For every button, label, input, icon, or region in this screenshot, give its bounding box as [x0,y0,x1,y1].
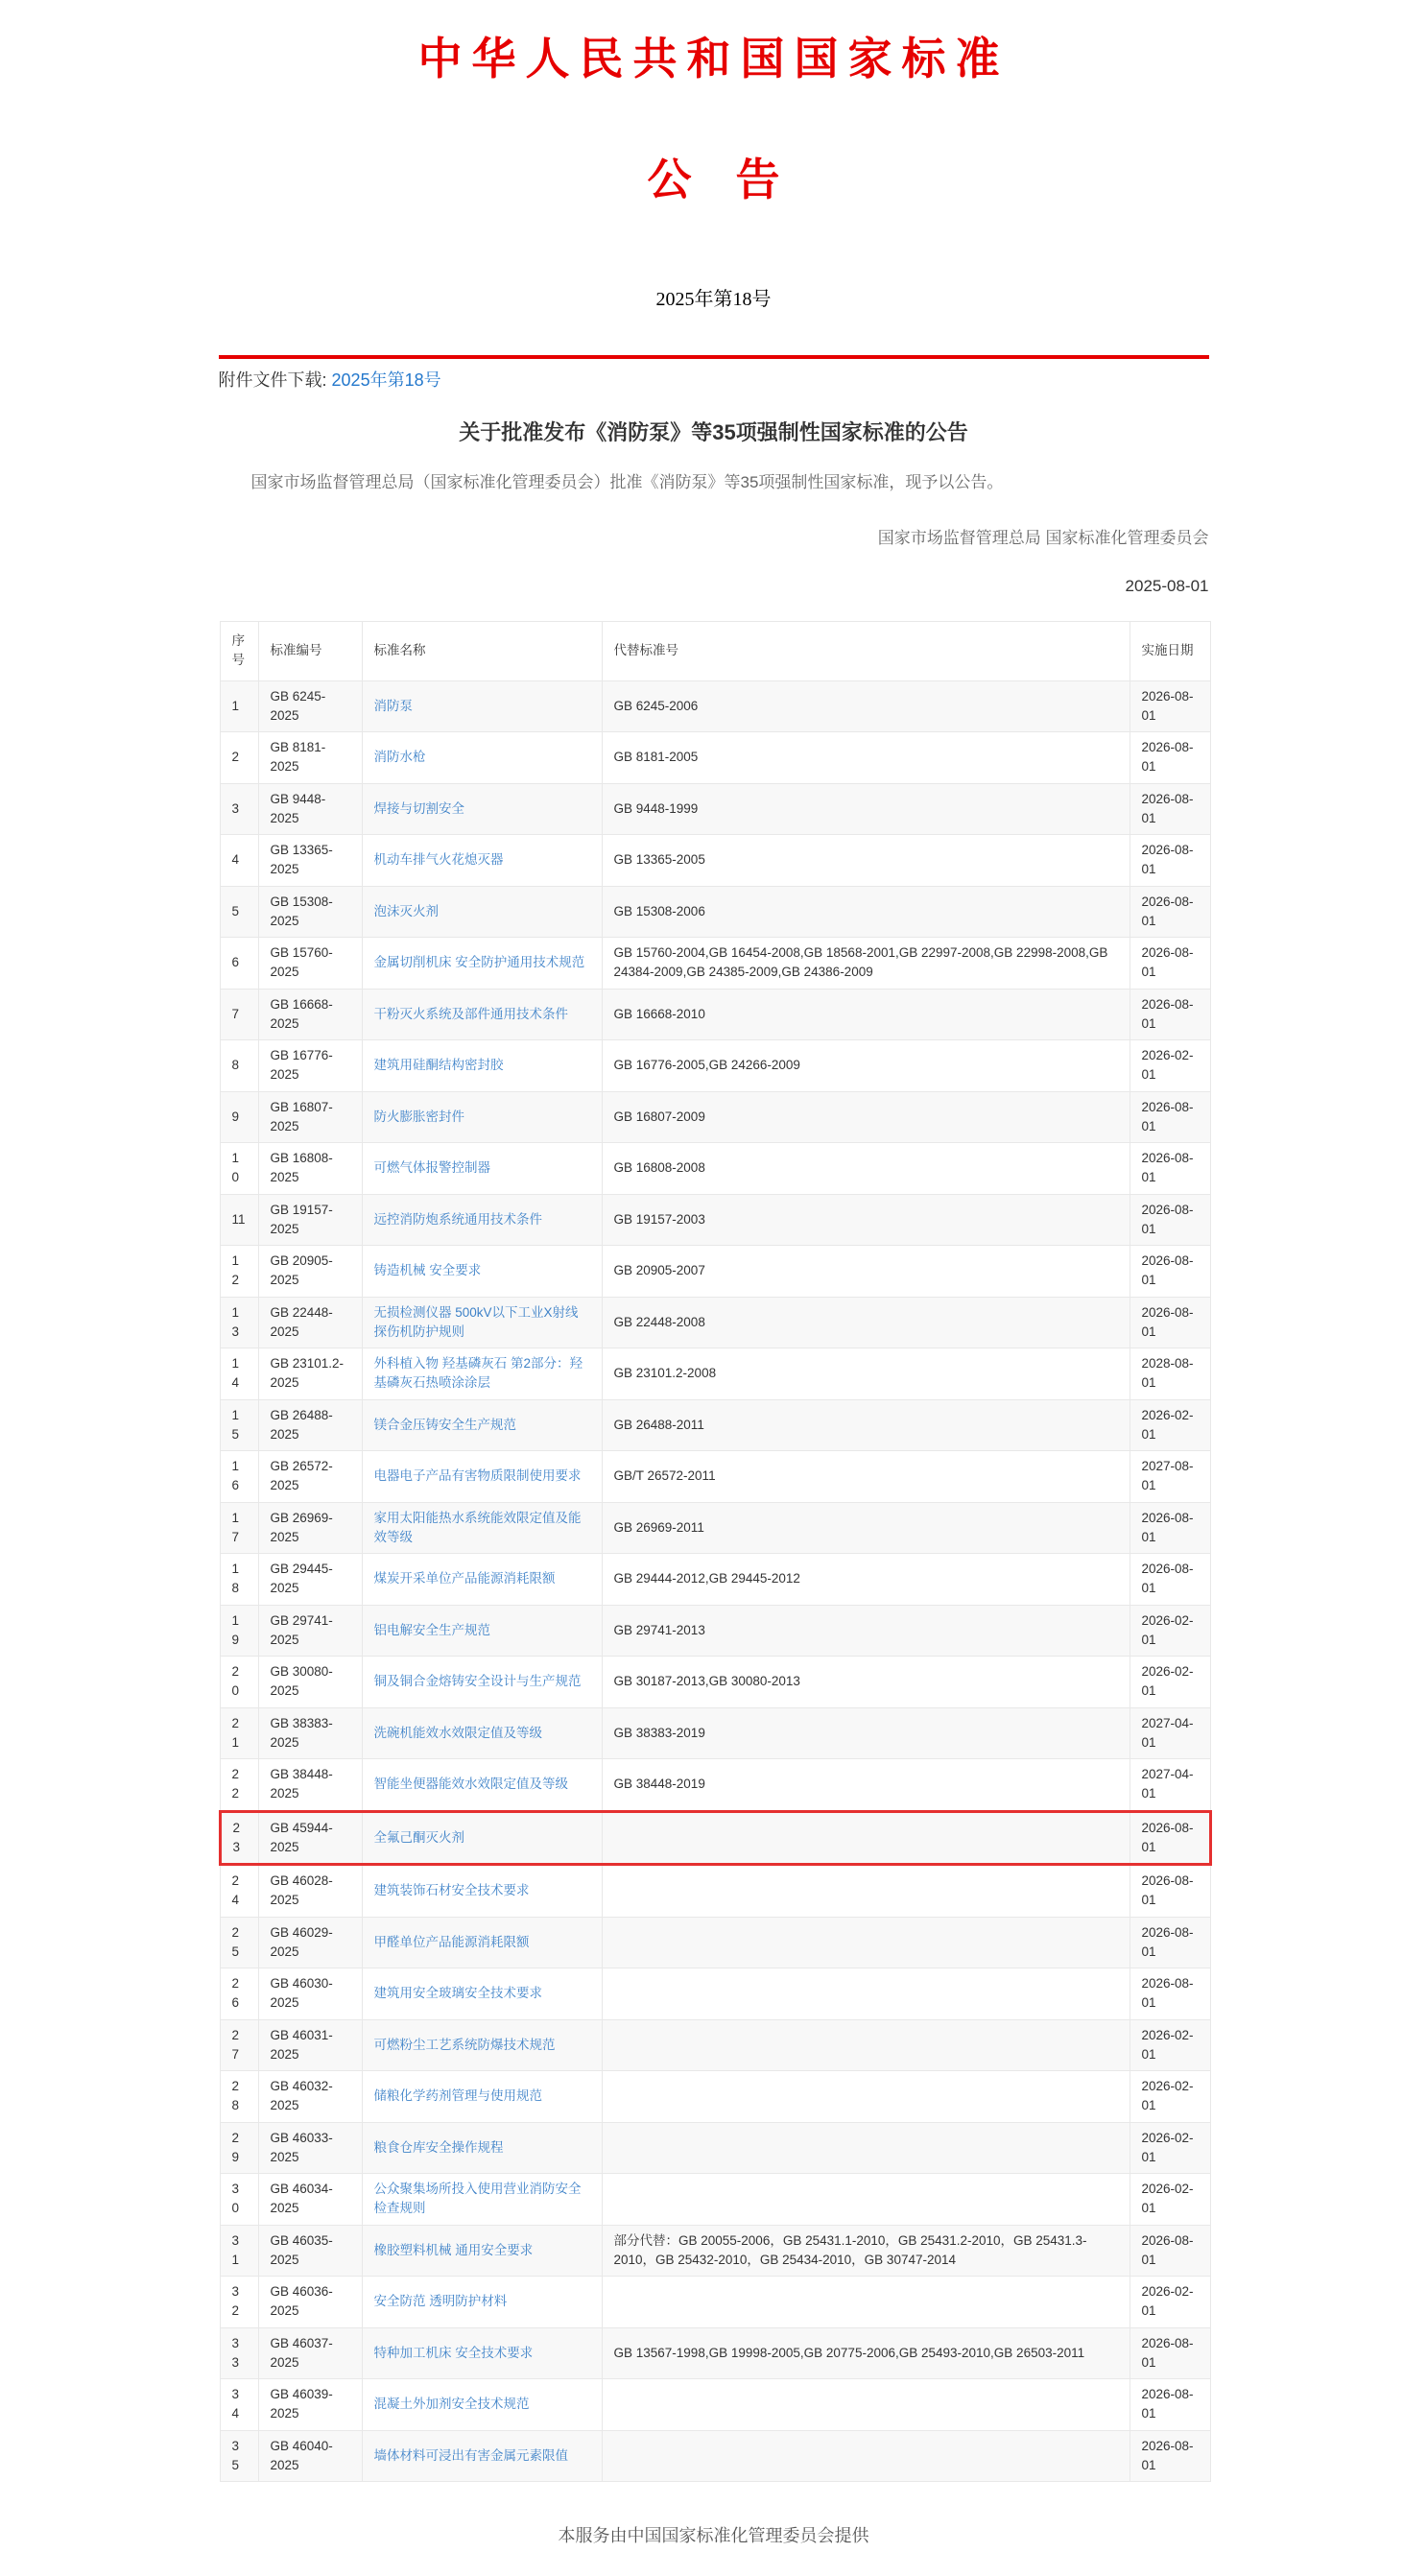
cell-replaces: GB 15760-2004,GB 16454-2008,GB 18568-2001,GB 22997-2008,GB 22998-2008,GB 24384-2009,GB 24385-2009,GB 24386-2009 [602,938,1130,990]
cell-name [362,1143,602,1195]
cell-no: 34 [220,2379,258,2431]
cell-no: 20 [220,1657,258,1708]
standard-name-link[interactable]: 远控消防炮系统通用技术条件 [373,1211,542,1227]
cell-replaces: GB 16776-2005,GB 24266-2009 [602,1040,1130,1092]
table-row [220,2225,1210,2277]
table-row [220,1502,1210,1554]
cell-replaces [602,2122,1130,2174]
cell-name [362,2122,602,2174]
standard-name-link[interactable]: 焊接与切割安全 [373,800,464,816]
cell-code: GB 29741-2025 [258,1605,362,1657]
cell-replaces [602,2277,1130,2328]
table-row [220,783,1210,835]
cell-replaces [602,2174,1130,2226]
table-row [220,1968,1210,2020]
table-row [220,2277,1210,2328]
cell-date: 2026-08-01 [1130,1554,1210,1606]
standard-name-link[interactable]: 甲醛单位产品能源消耗限额 [373,1934,530,1949]
cell-date: 2026-08-01 [1130,1811,1210,1865]
document-page [219,24,1209,2547]
cell-name [362,1091,602,1143]
cell-date: 2028-08-01 [1130,1348,1210,1400]
cell-code: GB 15308-2025 [258,886,362,938]
cell-no: 19 [220,1605,258,1657]
standard-name-link[interactable]: 泡沫灭火剂 [373,903,439,918]
table-row [220,1759,1210,1812]
table-row [220,1707,1210,1759]
cell-date: 2026-08-01 [1130,783,1210,835]
column-header-4: 实施日期 [1130,622,1210,681]
cell-replaces: GB 13365-2005 [602,835,1130,887]
cell-no: 35 [220,2430,258,2482]
page-subtitle: 公 告 [647,155,780,204]
standard-name-link[interactable]: 铝电解安全生产规范 [373,1622,490,1637]
cell-replaces: GB 29444-2012,GB 29445-2012 [602,1554,1130,1606]
cell-no: 30 [220,2174,258,2226]
standard-name-link[interactable]: 镁合金压铸安全生产规范 [373,1417,516,1432]
cell-code: GB 46032-2025 [258,2071,362,2123]
cell-replaces: 部分代替：GB 20055-2006，GB 25431.1-2010，GB 25431.2-2010，GB 25431.3-2010，GB 25432-2010，GB 25434-2010，GB 30747-2014 [602,2225,1130,2277]
cell-name [362,1040,602,1092]
cell-name [362,2174,602,2226]
cell-no: 27 [220,2019,258,2071]
table-row [220,1865,1210,1918]
cell-date: 2026-02-01 [1130,2071,1210,2123]
cell-code: GB 26969-2025 [258,1502,362,1554]
cell-name [362,2277,602,2328]
cell-date: 2026-02-01 [1130,1399,1210,1451]
cell-date: 2027-04-01 [1130,1707,1210,1759]
cell-name [362,989,602,1040]
cell-date: 2026-08-01 [1130,1865,1210,1918]
cell-no: 24 [220,1865,258,1918]
standard-name-link[interactable]: 消防泵 [373,698,413,713]
cell-replaces: GB 9448-1999 [602,783,1130,835]
table-row [220,2122,1210,2174]
standard-name-link[interactable]: 可燃气体报警控制器 [373,1160,490,1176]
cell-code: GB 46029-2025 [258,1917,362,1968]
cell-code: GB 46030-2025 [258,1968,362,2020]
cell-replaces: GB 26969-2011 [602,1502,1130,1554]
cell-no: 1 [220,680,258,732]
cell-code: GB 46028-2025 [258,1865,362,1918]
cell-name [362,732,602,784]
cell-name [362,1502,602,1554]
standard-name-link[interactable]: 干粉灭火系统及部件通用技术条件 [373,1006,568,1021]
cell-replaces [602,2379,1130,2431]
cell-no: 32 [220,2277,258,2328]
table-row [220,1297,1210,1348]
cell-date: 2026-08-01 [1130,2379,1210,2431]
cell-name [362,1297,602,1348]
standard-name-link[interactable]: 外科植入物 羟基磷灰石 第2部分：羟基磷灰石热喷涂涂层 [373,1356,583,1391]
table-row [220,1091,1210,1143]
table-row [220,2327,1210,2379]
cell-code: GB 13365-2025 [258,835,362,887]
cell-date: 2026-08-01 [1130,886,1210,938]
cell-no: 28 [220,2071,258,2123]
cell-replaces [602,1917,1130,1968]
standard-name-link[interactable]: 建筑装饰石材安全技术要求 [373,1883,530,1898]
cell-no: 18 [220,1554,258,1606]
cell-name [362,2019,602,2071]
cell-code: GB 22448-2025 [258,1297,362,1348]
table-row [220,989,1210,1040]
cell-name [362,1194,602,1246]
cell-no: 13 [220,1297,258,1348]
cell-date: 2026-08-01 [1130,1143,1210,1195]
standard-name-link[interactable]: 消防水枪 [373,750,426,765]
cell-name [362,2225,602,2277]
cell-name [362,2327,602,2379]
attachment-download-link[interactable]: 2025年第18号 [331,370,441,390]
cell-replaces: GB/T 26572-2011 [602,1451,1130,1503]
cell-date: 2026-08-01 [1130,989,1210,1040]
cell-date: 2026-08-01 [1130,2430,1210,2482]
standard-name-link[interactable]: 金属切削机床 安全防护通用技术规范 [373,955,585,970]
cell-code: GB 16808-2025 [258,1143,362,1195]
cell-replaces [602,2019,1130,2071]
cell-replaces: GB 6245-2006 [602,680,1130,732]
cell-name [362,680,602,732]
table-row [220,2019,1210,2071]
cell-no: 4 [220,835,258,887]
table-row [220,1348,1210,1400]
cell-replaces: GB 15308-2006 [602,886,1130,938]
cell-date: 2026-08-01 [1130,1091,1210,1143]
service-footer: 本服务由中国国家标准化管理委员会提供 [558,2526,869,2546]
cell-replaces: GB 38383-2019 [602,1707,1130,1759]
cell-no: 6 [220,938,258,990]
table-row [220,2379,1210,2431]
cell-name [362,1554,602,1606]
cell-code: GB 46031-2025 [258,2019,362,2071]
cell-replaces: GB 23101.2-2008 [602,1348,1130,1400]
table-row [220,680,1210,732]
cell-replaces: GB 26488-2011 [602,1399,1130,1451]
cell-date: 2026-08-01 [1130,1502,1210,1554]
cell-code: GB 45944-2025 [258,1811,362,1865]
cell-no: 14 [220,1348,258,1400]
cell-name [362,1605,602,1657]
standard-name-link[interactable]: 建筑用安全玻璃安全技术要求 [373,1986,542,2001]
table-row [220,1143,1210,1195]
cell-date: 2026-02-01 [1130,1040,1210,1092]
cell-code: GB 38383-2025 [258,1707,362,1759]
standard-name-link[interactable]: 电器电子产品有害物质限制使用要求 [373,1468,582,1484]
table-header-row [220,622,1210,681]
table-row [220,1657,1210,1708]
cell-date: 2027-08-01 [1130,1451,1210,1503]
cell-code: GB 8181-2025 [258,732,362,784]
cell-no: 31 [220,2225,258,2277]
cell-code: GB 26572-2025 [258,1451,362,1503]
cell-name [362,2430,602,2482]
standard-name-link[interactable]: 可燃粉尘工艺系统防爆技术规范 [373,2037,556,2052]
standard-name-link[interactable]: 安全防范 透明防护材料 [373,2294,508,2309]
cell-name [362,1451,602,1503]
page-title: 中华人民共和国国家标准 [417,35,1010,83]
cell-no: 10 [220,1143,258,1195]
cell-code: GB 6245-2025 [258,680,362,732]
cell-no: 11 [220,1194,258,1246]
cell-date: 2026-02-01 [1130,1657,1210,1708]
table-row [220,938,1210,990]
table-row [220,2174,1210,2226]
cell-code: GB 46033-2025 [258,2122,362,2174]
attachment-label: 附件文件下载: [218,370,327,390]
cell-date: 2026-02-01 [1130,2174,1210,2226]
cell-replaces [602,1811,1130,1865]
cell-code: GB 16668-2025 [258,989,362,1040]
table-row-highlighted [220,1811,1210,1865]
cell-replaces: GB 22448-2008 [602,1297,1130,1348]
cell-replaces [602,2430,1130,2482]
cell-code: GB 9448-2025 [258,783,362,835]
cell-name [362,1759,602,1812]
cell-no: 26 [220,1968,258,2020]
table-body [220,680,1210,2482]
cell-date: 2026-08-01 [1130,2327,1210,2379]
cell-code: GB 46037-2025 [258,2327,362,2379]
table-row [220,1399,1210,1451]
cell-replaces: GB 20905-2007 [602,1246,1130,1298]
cell-no: 2 [220,732,258,784]
cell-replaces [602,1865,1130,1918]
cell-code: GB 30080-2025 [258,1657,362,1708]
cell-replaces: GB 19157-2003 [602,1194,1130,1246]
cell-code: GB 16807-2025 [258,1091,362,1143]
cell-no: 33 [220,2327,258,2379]
cell-no: 8 [220,1040,258,1092]
column-header-0: 序号 [220,622,258,681]
cell-date: 2026-08-01 [1130,732,1210,784]
cell-replaces: GB 38448-2019 [602,1759,1130,1812]
standard-name-link[interactable]: 储粮化学药剂管理与使用规范 [373,2088,542,2104]
standard-name-link[interactable]: 公众聚集场所投入使用营业消防安全检查规则 [373,2182,582,2216]
column-header-1: 标准编号 [258,622,362,681]
cell-code: GB 19157-2025 [258,1194,362,1246]
cell-replaces: GB 8181-2005 [602,732,1130,784]
cell-name [362,1865,602,1918]
attachment-line [219,367,1209,392]
cell-replaces: GB 16808-2008 [602,1143,1130,1195]
table-row [220,1917,1210,1968]
standard-name-link[interactable]: 粮食仓库安全操作规程 [373,2139,504,2155]
cell-name [362,2379,602,2431]
cell-name [362,835,602,887]
column-header-3: 代替标准号 [602,622,1130,681]
standard-name-link[interactable]: 橡胶塑料机械 通用安全要求 [373,2242,534,2257]
cell-replaces [602,1968,1130,2020]
cell-date: 2026-08-01 [1130,1246,1210,1298]
cell-date: 2026-08-01 [1130,2225,1210,2277]
cell-date: 2026-08-01 [1130,1968,1210,2020]
cell-replaces: GB 16807-2009 [602,1091,1130,1143]
notice-body: 国家市场监督管理总局（国家标准化管理委员会）批准《消防泵》等35项强制性国家标准，现予以公告。 [250,473,1004,491]
cell-code: GB 46040-2025 [258,2430,362,2482]
standard-name-link[interactable]: 煤炭开采单位产品能源消耗限额 [373,1571,556,1586]
table-header [220,622,1210,681]
cell-no: 5 [220,886,258,938]
cell-no: 23 [220,1811,258,1865]
cell-date: 2026-08-01 [1130,835,1210,887]
table-row [220,1605,1210,1657]
cell-name [362,1399,602,1451]
cell-name [362,1246,602,1298]
cell-name [362,2071,602,2123]
cell-code: GB 15760-2025 [258,938,362,990]
cell-no: 16 [220,1451,258,1503]
standard-name-link[interactable]: 全氟己酮灭火剂 [373,1829,464,1845]
cell-name [362,886,602,938]
table-row [220,1246,1210,1298]
cell-code: GB 20905-2025 [258,1246,362,1298]
cell-code: GB 46036-2025 [258,2277,362,2328]
cell-date: 2026-08-01 [1130,680,1210,732]
cell-name [362,938,602,990]
table-row [220,1040,1210,1092]
notice-heading: 关于批准发布《消防泵》等35项强制性国家标准的公告 [459,420,968,444]
cell-name [362,1707,602,1759]
standard-name-link[interactable]: 洗碗机能效水效限定值及等级 [373,1725,542,1740]
publish-date: 2025-08-01 [1125,577,1209,596]
standard-name-link[interactable]: 家用太阳能热水系统能效限定值及能效等级 [373,1510,582,1544]
standard-name-link[interactable]: 智能坐便器能效水效限定值及等级 [373,1777,568,1792]
cell-date: 2026-02-01 [1130,2277,1210,2328]
table-row [220,886,1210,938]
standard-name-link[interactable]: 特种加工机床 安全技术要求 [373,2345,534,2360]
table-row [220,2071,1210,2123]
cell-no: 12 [220,1246,258,1298]
cell-code: GB 38448-2025 [258,1759,362,1812]
column-header-2: 标准名称 [362,622,602,681]
standards-table [219,621,1212,2482]
cell-date: 2026-08-01 [1130,1917,1210,1968]
standard-name-link[interactable]: 机动车排气火花熄灭器 [373,852,504,868]
cell-date: 2026-02-01 [1130,2122,1210,2174]
cell-no: 7 [220,989,258,1040]
standard-name-link[interactable]: 无损检测仪器 500kV以下工业X射线探伤机防护规则 [373,1304,579,1339]
table-row [220,835,1210,887]
cell-name [362,1348,602,1400]
standard-name-link[interactable]: 建筑用硅酮结构密封胶 [373,1058,504,1073]
cell-date: 2026-08-01 [1130,1297,1210,1348]
cell-name [362,1811,602,1865]
issuer-line: 国家市场监督管理总局 国家标准化管理委员会 [877,529,1209,548]
cell-code: GB 46035-2025 [258,2225,362,2277]
standard-name-link[interactable]: 防火膨胀密封件 [373,1109,464,1124]
cell-code: GB 26488-2025 [258,1399,362,1451]
cell-date: 2026-08-01 [1130,938,1210,990]
table-row [220,2430,1210,2482]
cell-code: GB 29445-2025 [258,1554,362,1606]
cell-replaces: GB 30187-2013,GB 30080-2013 [602,1657,1130,1708]
cell-code: GB 23101.2-2025 [258,1348,362,1400]
standard-name-link[interactable]: 混凝土外加剂安全技术规范 [373,2397,530,2412]
standard-name-link[interactable]: 墙体材料可浸出有害金属元素限值 [373,2447,568,2463]
cell-date: 2026-02-01 [1130,2019,1210,2071]
cell-name [362,1917,602,1968]
cell-code: GB 16776-2025 [258,1040,362,1092]
red-divider [219,355,1209,359]
cell-no: 17 [220,1502,258,1554]
cell-code: GB 46039-2025 [258,2379,362,2431]
cell-no: 15 [220,1399,258,1451]
cell-no: 29 [220,2122,258,2174]
cell-no: 21 [220,1707,258,1759]
cell-replaces: GB 16668-2010 [602,989,1130,1040]
cell-no: 25 [220,1917,258,1968]
cell-name [362,1968,602,2020]
cell-date: 2026-08-01 [1130,1194,1210,1246]
cell-code: GB 46034-2025 [258,2174,362,2226]
cell-no: 3 [220,783,258,835]
standard-name-link[interactable]: 铜及铜合金熔铸安全设计与生产规范 [373,1674,582,1689]
cell-date: 2026-02-01 [1130,1605,1210,1657]
cell-name [362,783,602,835]
table-row [220,1554,1210,1606]
table-row [220,1194,1210,1246]
cell-replaces: GB 13567-1998,GB 19998-2005,GB 20775-2006,GB 25493-2010,GB 26503-2011 [602,2327,1130,2379]
table-row [220,1451,1210,1503]
cell-name [362,1657,602,1708]
cell-no: 22 [220,1759,258,1812]
standard-name-link[interactable]: 铸造机械 安全要求 [373,1263,482,1278]
cell-date: 2027-04-01 [1130,1759,1210,1812]
cell-replaces: GB 29741-2013 [602,1605,1130,1657]
cell-no: 9 [220,1091,258,1143]
cell-replaces [602,2071,1130,2123]
issue-number: 2025年第18号 [655,289,772,310]
table-row [220,732,1210,784]
